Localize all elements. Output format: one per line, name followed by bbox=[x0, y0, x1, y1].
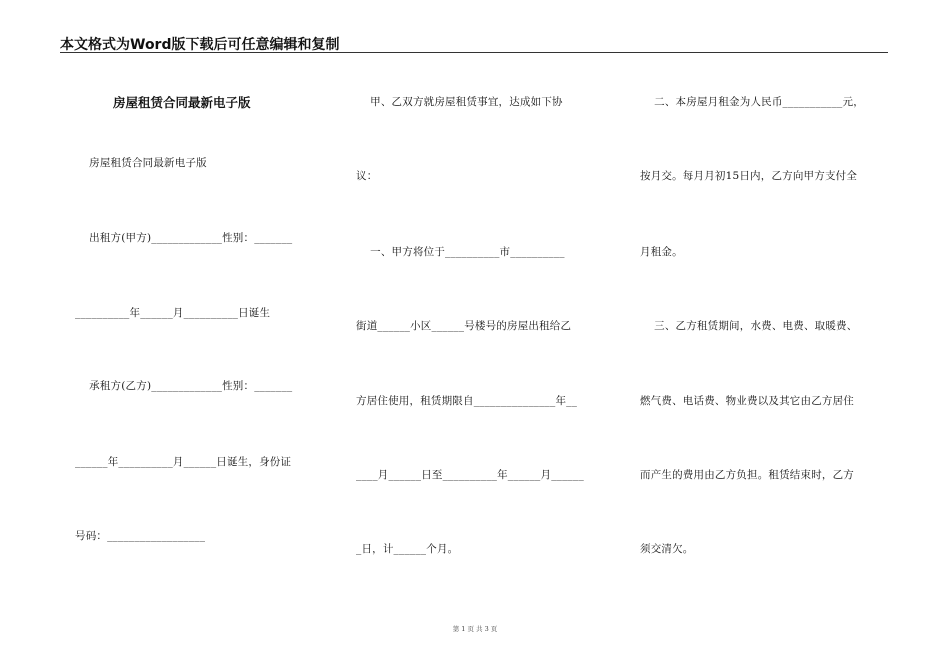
text-line: __________年______月__________日诞生 bbox=[75, 307, 271, 319]
text-line: _日，计______个月。 bbox=[356, 543, 459, 555]
text-line: ______年__________月______日诞生，身份证 bbox=[75, 456, 292, 468]
text-line: 二、本房屋月租金为人民币___________元， bbox=[640, 96, 864, 108]
text-line: 出租方(甲方)_____________性别：_______ bbox=[75, 232, 293, 244]
text-line: 承租方(乙方)_____________性别：_______ bbox=[75, 380, 293, 392]
text-line: 月租金。 bbox=[640, 246, 683, 258]
text-line: ____月______日至__________年______月______ bbox=[356, 469, 584, 481]
text-line: 一、甲方将位于__________市__________ bbox=[356, 246, 565, 258]
column-1 bbox=[75, 0, 330, 672]
text-line: 甲、乙双方就房屋租赁事宜，达成如下协 bbox=[356, 96, 563, 108]
text-line: 燃气费、电话费、物业费以及其它由乙方居住 bbox=[640, 395, 854, 407]
text-line: 议： bbox=[356, 170, 378, 182]
text-line: 方居住使用，租赁期限自_______________年__ bbox=[356, 395, 578, 407]
document-title: 房屋租赁合同最新电子版 bbox=[113, 95, 251, 110]
column-3 bbox=[640, 0, 890, 672]
text-line: 而产生的费用由乙方负担。租赁结束时，乙方 bbox=[640, 469, 854, 481]
text-line: 须交清欠。 bbox=[640, 543, 694, 555]
document-header-banner: 本文格式为Word版下载后可任意编辑和复制 bbox=[60, 37, 340, 53]
page-number: 第 1 页 共 3 页 bbox=[452, 625, 498, 633]
column-2 bbox=[356, 0, 611, 672]
text-line: 号码：__________________ bbox=[75, 530, 206, 542]
text-line: 房屋租赁合同最新电子版 bbox=[75, 157, 207, 169]
text-line: 按月交。每月月初15日内，乙方向甲方支付全 bbox=[640, 170, 858, 182]
text-line: 街道______小区______号楼号的房屋出租给乙 bbox=[356, 320, 572, 332]
text-line: 三、乙方租赁期间，水费、电费、取暖费、 bbox=[640, 320, 858, 332]
